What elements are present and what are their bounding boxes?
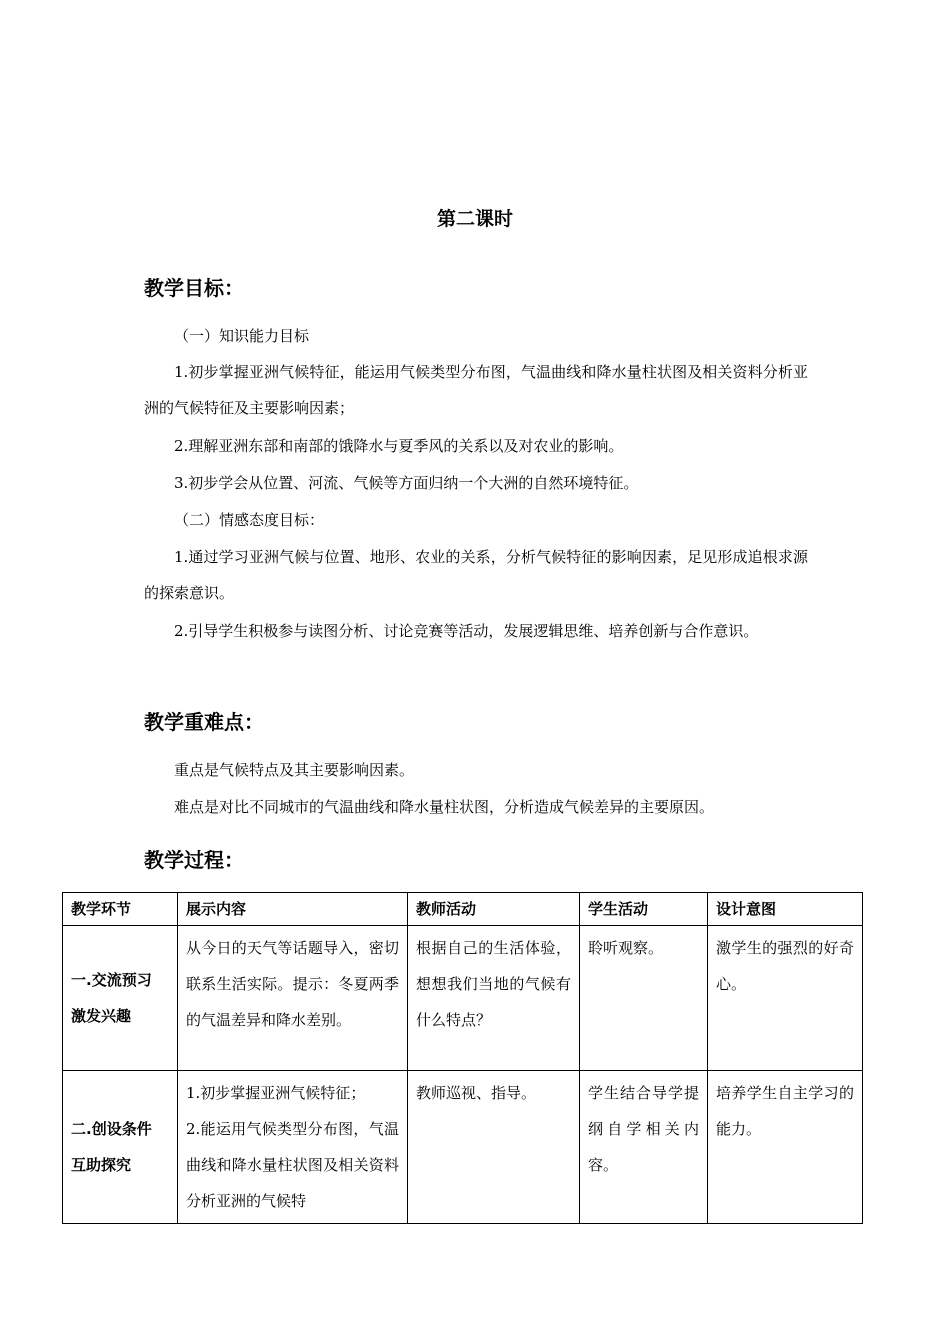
goals-paragraph: 2.理解亚洲东部和南部的饿降水与夏季风的关系以及对农业的影响。: [174, 437, 624, 455]
design-intent-cell: 培养学生自主学习的能力。: [708, 1071, 863, 1224]
goals-paragraph: 1.通过学习亚洲气候与位置、地形、农业的关系，分析气候特征的影响因素，足见形成追根求源的探索意识。: [144, 548, 808, 602]
goals-heading: 教学目标：: [144, 276, 244, 300]
teacher-activity-cell: 根据自己的生活体验，想想我们当地的气候有什么特点？: [408, 926, 580, 1071]
table-header-row: [63, 893, 863, 926]
stage-cell: [63, 926, 178, 1071]
column-header: 教学环节: [63, 893, 178, 926]
goals-paragraph: （一）知识能力目标: [174, 327, 310, 345]
lesson-process-table: [62, 892, 863, 1224]
lesson-title: 第二课时: [436, 208, 513, 230]
column-header: 设计意图: [708, 893, 863, 926]
stage-label: 互助探究: [71, 1156, 132, 1174]
keypoints-heading: 教学重难点：: [144, 710, 264, 734]
keypoints-paragraph: 难点是对比不同城市的气温曲线和降水量柱状图，分析造成气候差异的主要原因。: [174, 798, 715, 816]
content-line: 1.初步掌握亚洲气候特征；: [186, 1084, 366, 1102]
goals-paragraph: （二）情感态度目标：: [174, 511, 325, 529]
design-intent-cell: 激学生的强烈的好奇心。: [708, 926, 863, 1071]
student-activity-cell: 学生结合导学提纲自学相关内容。: [580, 1071, 708, 1224]
column-header: 教师活动: [408, 893, 580, 926]
keypoints-paragraph: 重点是气候特点及其主要影响因素。: [174, 761, 415, 779]
table-row: [63, 926, 863, 1071]
table-row: [63, 1071, 863, 1224]
content-cell: 从今日的天气等话题导入，密切联系生活实际。提示：冬夏两季的气温差异和降水差别。: [178, 926, 408, 1071]
stage-label: 二.创设条件: [71, 1120, 152, 1138]
goals-paragraph: 2.引导学生积极参与读图分析、讨论竞赛等活动，发展逻辑思维、培养创新与合作意识。: [174, 622, 759, 640]
content-line: 2.能运用气候类型分布图，气温曲线和降水量柱状图及相关资料分析亚洲的气候特: [186, 1120, 399, 1210]
student-activity-cell: 聆听观察。: [580, 926, 708, 1071]
column-header: 学生活动: [580, 893, 708, 926]
content-cell: [178, 1071, 408, 1224]
stage-cell: [63, 1071, 178, 1224]
stage-label: 一.交流预习: [71, 971, 152, 989]
teacher-activity-cell: 教师巡视、指导。: [408, 1071, 580, 1224]
goals-paragraph: 1.初步掌握亚洲气候特征，能运用气候类型分布图，气温曲线和降水量柱状图及相关资料分析亚洲的气候特征及主要影响因素；: [144, 363, 808, 417]
goals-paragraph: 3.初步学会从位置、河流、气候等方面归纳一个大洲的自然环境特征。: [174, 474, 639, 492]
stage-label: 激发兴趣: [71, 1007, 132, 1025]
process-heading: 教学过程：: [144, 848, 244, 872]
column-header: 展示内容: [178, 893, 408, 926]
